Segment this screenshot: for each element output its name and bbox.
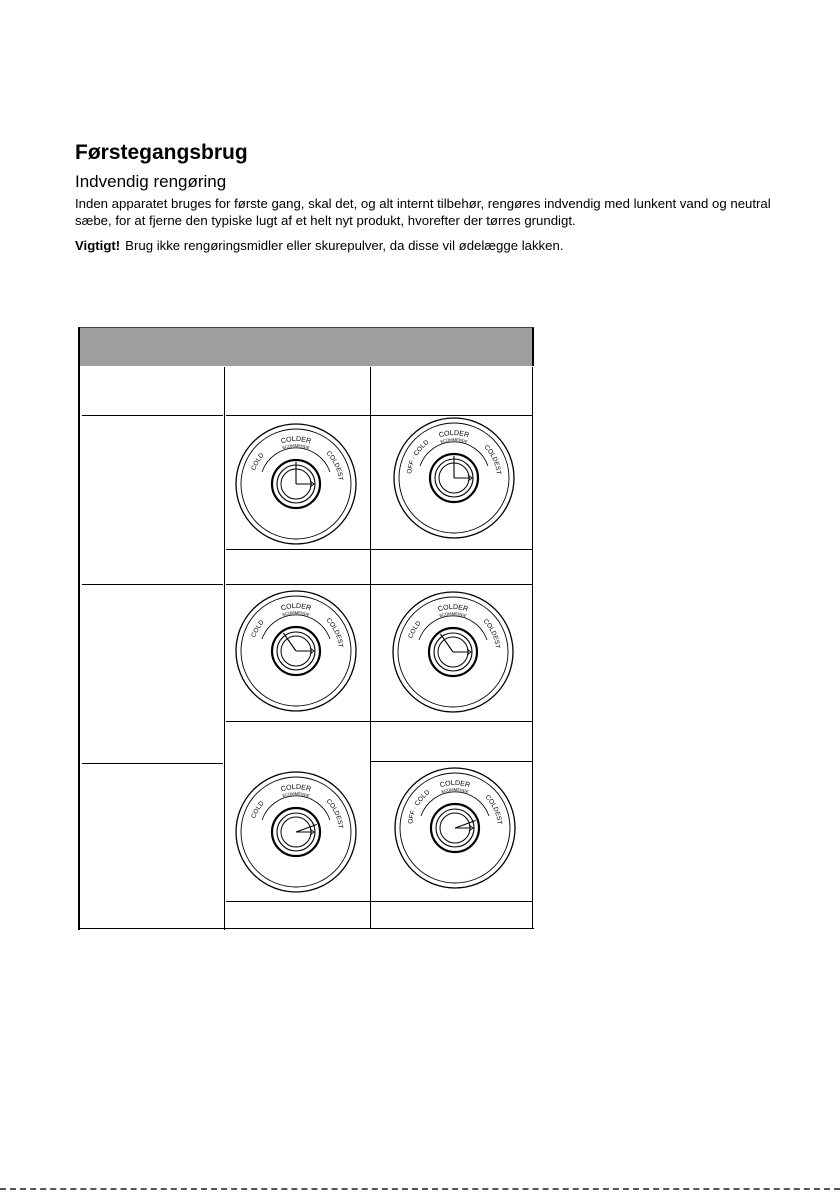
page-heading: Førstegangsbrug xyxy=(75,141,248,164)
dial-label-top: COLDER xyxy=(439,779,471,790)
dial-label-sub: ECOMMENDE xyxy=(438,610,468,619)
header-row-divider xyxy=(226,415,370,416)
row-divider xyxy=(82,763,223,764)
caption-divider xyxy=(371,549,533,550)
dial-label-top: COLDER xyxy=(280,783,312,794)
dial-label-right: COLDEST xyxy=(483,793,503,825)
column-divider xyxy=(370,367,371,929)
dial-label-sub: ECOMMENDE xyxy=(440,786,470,795)
dial-label-sub: ECOMMENDE xyxy=(281,609,311,618)
table-bottom-border xyxy=(78,928,534,929)
dial-label-right: COLDEST xyxy=(482,443,502,475)
dial-label-left: COLD xyxy=(250,451,266,472)
table-right-border xyxy=(532,367,533,929)
dial-label-top: COLDER xyxy=(280,602,312,613)
thermostat-dial-icon xyxy=(391,590,515,714)
dial-label-left: COLD xyxy=(250,618,266,639)
thermostat-dial-icon xyxy=(234,770,358,894)
column-divider xyxy=(224,367,225,930)
row-divider xyxy=(82,584,223,585)
dial-label-left: OFF · COLD xyxy=(407,788,432,825)
dial-label-sub: ECOMMENDE xyxy=(281,442,311,451)
row-divider xyxy=(371,761,533,762)
dial-pointer xyxy=(455,820,476,828)
caption-divider xyxy=(226,549,370,550)
row-divider xyxy=(226,584,533,585)
thermostat-dial-icon xyxy=(234,589,358,713)
caption-divider xyxy=(226,721,370,722)
table-left-border xyxy=(78,327,80,930)
header-row-divider xyxy=(82,415,223,416)
caption-divider xyxy=(371,721,533,722)
important-label: Vigtigt! xyxy=(75,238,121,253)
dial-label-left: OFF · COLD xyxy=(406,438,431,475)
page-bottom-edge xyxy=(0,1188,840,1190)
dial-label-left: COLD xyxy=(407,619,423,640)
dial-label-left: COLD xyxy=(250,799,266,820)
dial-label-right: COLDEST xyxy=(324,449,344,481)
dial-label-right: COLDEST xyxy=(481,617,501,649)
caption-divider xyxy=(226,901,533,902)
thermostat-dial-icon xyxy=(393,766,517,890)
dial-pointer xyxy=(296,824,317,832)
important-note xyxy=(75,238,564,253)
dial-label-top: COLDER xyxy=(437,603,469,614)
cleaning-paragraph: Inden apparatet bruges for første gang, skal det, og alt internt tilbehør, rengøres indvendig med lunkent vand og neutral sæbe, for at fjerne den typiske lugt af et helt nyt produkt, hvorefter der tørres grundigt. xyxy=(75,196,771,228)
dial-label-sub: ECOMMENDE xyxy=(439,436,469,445)
dial-label-right: COLDEST xyxy=(324,616,344,648)
dial-label-right: COLDEST xyxy=(324,797,344,829)
section-subheading: Indvendig rengøring xyxy=(75,172,227,191)
thermostat-dial-icon xyxy=(392,416,516,540)
dial-label-top: COLDER xyxy=(438,429,470,440)
dial-label-sub: ECOMMENDE xyxy=(281,790,311,799)
thermostat-dial-icon xyxy=(234,422,358,546)
table-header-bar xyxy=(80,327,534,366)
dial-label-top: COLDER xyxy=(280,435,312,446)
important-text: Brug ikke rengøringsmidler eller skurepulver, da disse vil ødelægge lakken. xyxy=(125,238,564,253)
